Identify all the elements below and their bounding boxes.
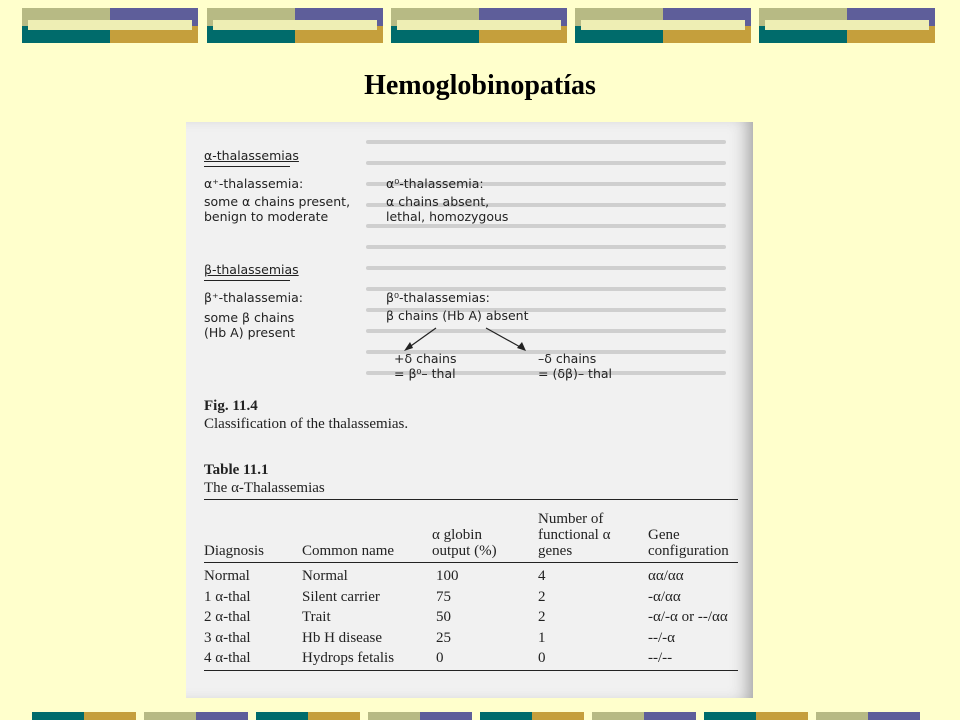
cell-genes: 1 <box>538 629 546 646</box>
header-genes-line1: Number of <box>538 511 604 527</box>
alpha-zero-desc-line1: α chains absent, <box>386 194 490 209</box>
beta-zero-desc: β chains (Hb A) absent <box>386 308 529 323</box>
cell-genes: 4 <box>538 568 546 584</box>
left-arrow-line <box>408 328 436 348</box>
header-output-line2: output (%) <box>432 543 497 559</box>
alpha-plus-title: α⁺-thalassemia: <box>204 176 304 191</box>
scanned-page-image <box>186 122 753 698</box>
figure-caption: Classification of the thalassemias. <box>204 416 409 432</box>
left-arrow-head <box>404 342 413 351</box>
top-bar-block <box>391 8 567 43</box>
table-subtitle: The α-Thalassemias <box>204 480 325 496</box>
table-bottom-rule <box>204 670 738 671</box>
cell-diagnosis: 2 α-thal <box>204 609 251 625</box>
right-arrow-head <box>517 342 526 351</box>
cell-config: -α/-α or --/αα <box>648 609 728 625</box>
cell-common-name: Trait <box>302 609 331 625</box>
beta-thalassemias-heading: β-thalassemias <box>204 262 299 277</box>
cell-common-name: Silent carrier <box>302 588 380 605</box>
plus-delta-line2: = β⁰– thal <box>394 366 456 381</box>
beta-plus-title: β⁺-thalassemia: <box>204 290 303 305</box>
minus-delta-line2: = (δβ)– thal <box>538 366 613 381</box>
cell-output: 75 <box>436 588 451 605</box>
header-genes-line2: functional α <box>538 527 611 543</box>
header-output-line1: α globin <box>432 527 482 543</box>
cell-config: αα/αα <box>648 568 684 584</box>
top-decorative-bar <box>22 8 938 43</box>
top-bar-block <box>22 8 198 43</box>
cell-common-name: Hydrops fetalis <box>302 650 395 666</box>
table-top-rule <box>204 499 738 500</box>
plus-delta-line1: +δ chains <box>394 351 457 366</box>
header-config-line1: Gene <box>648 527 680 543</box>
cell-output: 100 <box>436 568 459 584</box>
cell-config: --/-- <box>648 650 673 666</box>
table-label: Table 11.1 <box>204 462 269 478</box>
alpha-zero-desc-line2: lethal, homozygous <box>386 209 509 224</box>
cell-output: 25 <box>436 629 451 646</box>
cell-config: --/-α <box>648 629 676 646</box>
top-bar-block <box>759 8 935 43</box>
alpha-plus-desc-line1: some α chains present, <box>204 194 351 209</box>
cell-diagnosis: 3 α-thal <box>204 629 251 646</box>
cell-genes: 2 <box>538 609 546 625</box>
top-bar-block <box>207 8 383 43</box>
right-arrow-line <box>486 328 522 348</box>
header-genes-line3: genes <box>538 543 573 559</box>
minus-delta-line1: –δ chains <box>538 351 597 366</box>
cell-common-name: Hb H disease <box>302 629 382 646</box>
cell-output: 0 <box>436 650 444 666</box>
cell-genes: 2 <box>538 588 546 605</box>
top-bar-block <box>575 8 751 43</box>
figure-label: Fig. 11.4 <box>204 398 258 414</box>
bottom-decorative-bar <box>0 712 960 720</box>
alpha-plus-desc-line2: benign to moderate <box>204 209 329 224</box>
header-config-line2: configuration <box>648 543 729 559</box>
header-diagnosis: Diagnosis <box>204 543 264 559</box>
slide-title: Hemoglobinopatías <box>364 70 596 101</box>
header-common-name: Common name <box>302 543 395 559</box>
cell-genes: 0 <box>538 650 546 666</box>
alpha-zero-title: α⁰-thalassemia: <box>386 176 484 191</box>
cell-diagnosis: 4 α-thal <box>204 650 251 666</box>
cell-common-name: Normal <box>302 568 348 584</box>
beta-plus-desc-line2: (Hb A) present <box>204 325 296 340</box>
beta-zero-title: β⁰-thalassemias: <box>386 290 490 305</box>
alpha-thalassemias-heading: α-thalassemias <box>204 148 299 163</box>
beta-plus-desc-line1: some β chains <box>204 310 295 325</box>
table-header-rule <box>204 562 738 563</box>
cell-diagnosis: 1 α-thal <box>204 588 251 605</box>
cell-output: 50 <box>436 609 451 625</box>
diagram-arrows <box>186 122 753 382</box>
cell-diagnosis: Normal <box>204 568 250 584</box>
cell-config: -α/αα <box>648 588 681 605</box>
